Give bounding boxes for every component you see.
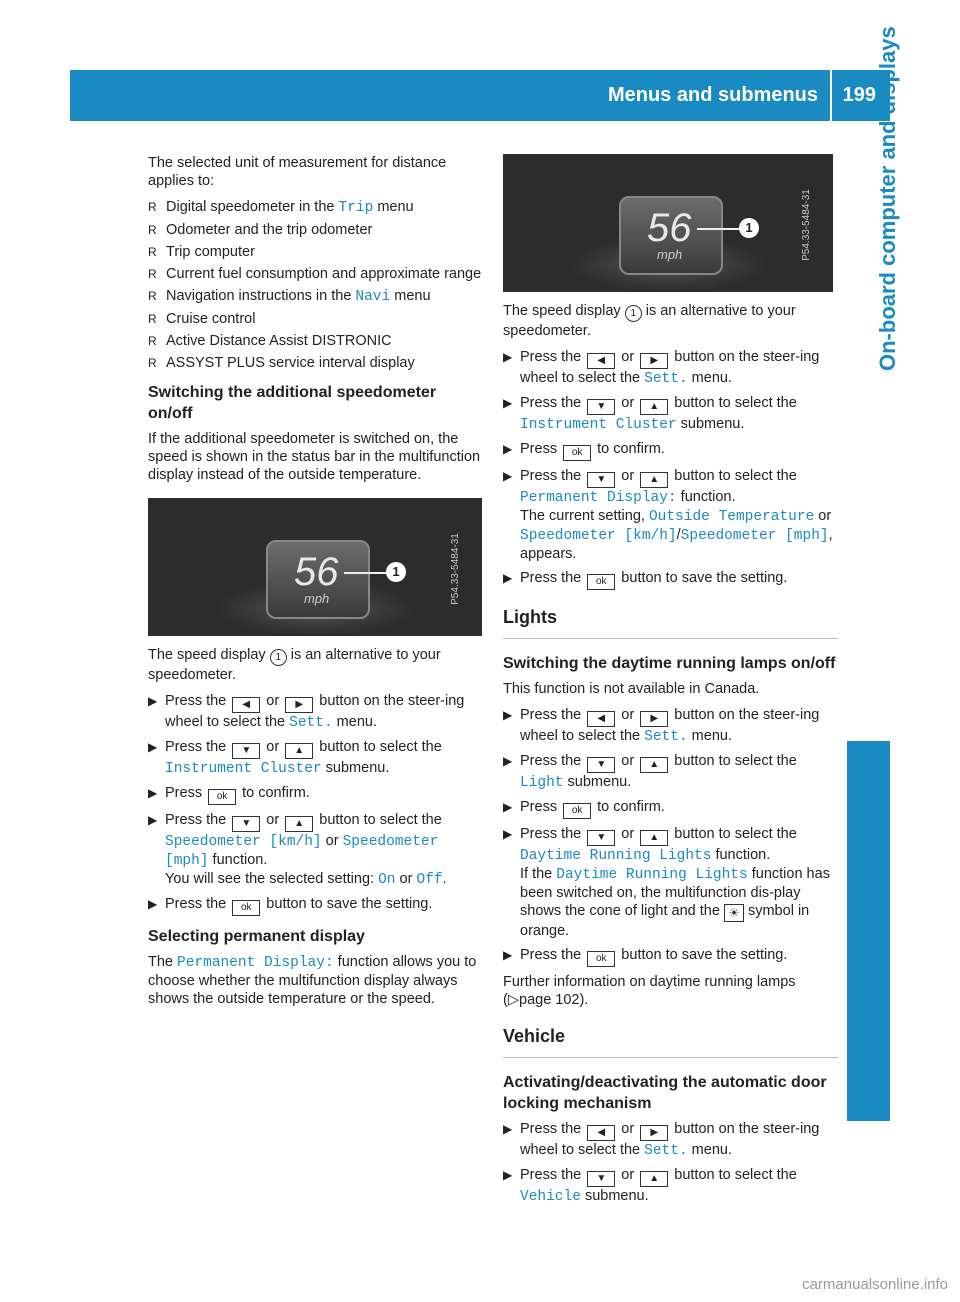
page-ref-link[interactable]: page 102). (519, 992, 589, 1008)
callout-1: 1 (739, 218, 759, 238)
speedometer-image-2 (503, 154, 833, 292)
section-heading-speedometer: Switching the additional speedometer on/off (148, 384, 437, 422)
step: ▶ Press the ▼ or ▲ button to select the Daytime Running Lights function. If the Daytime Running Lights function has been switched on, the multifunction dis-play shows the cone of light and the ☀ symbol in orange. (503, 826, 830, 939)
down-button-icon: ▼ (232, 743, 260, 759)
down-button-icon: ▼ (232, 816, 260, 832)
left-column (148, 154, 483, 1016)
step: ▶ Press the ◀ or ▶ button on the steer-ing wheel to select the Sett. menu. (503, 707, 820, 745)
right-column (503, 154, 838, 1212)
list-item: R Cruise control (148, 311, 256, 327)
right-button-icon: ▶ (640, 1125, 668, 1141)
bullet-icon: R (148, 200, 157, 214)
page-header (70, 70, 890, 121)
down-button-icon: ▼ (587, 1171, 615, 1187)
speed-display-caption: The speed display 1 is an alternative to your speedometer. (503, 303, 796, 339)
up-button-icon: ▲ (640, 1171, 668, 1187)
right-button-icon: ▶ (640, 353, 668, 369)
ok-button-icon: ok (563, 445, 591, 461)
step-arrow-icon: ▶ (148, 694, 158, 708)
step-arrow-icon: ▶ (503, 442, 513, 456)
step: ▶ Press ok to confirm. (148, 784, 483, 805)
image-code: P54.33-5484-31 (801, 189, 813, 261)
list-item: R Navigation instructions in the Navi menu (148, 288, 431, 305)
image-code: P54.33-5484-31 (450, 533, 462, 605)
step-arrow-icon: ▶ (503, 948, 513, 962)
step-arrow-icon: ▶ (503, 754, 513, 768)
units-intro: The selected unit of measurement for distance applies to: (148, 155, 447, 189)
speed-value: 56 (647, 206, 692, 250)
step: ▶ Press the ▼ or ▲ button to select the Instrument Cluster submenu. (503, 395, 797, 433)
ok-button-icon: ok (587, 574, 615, 590)
list-item: R Active Distance Assist DISTRONIC (148, 333, 392, 349)
step: ▶ Press the ▼ or ▲ button to select the Vehicle submenu. (503, 1167, 797, 1205)
step-arrow-icon: ▶ (503, 1168, 513, 1182)
speed-unit: mph (657, 247, 683, 262)
up-button-icon: ▲ (285, 816, 313, 832)
step: ▶ Press the ok button to save the setting. (503, 569, 838, 590)
speed-display-caption: The speed display 1 is an alternative to your speedometer. (148, 647, 441, 683)
page-ref-icon: ▷ (507, 992, 519, 1008)
bullet-icon: R (148, 356, 157, 370)
step: ▶ Press ok to confirm. (503, 440, 838, 461)
list-item: R Current fuel consumption and approximate range (148, 266, 482, 282)
speedometer-image (148, 498, 482, 636)
drl-intro: This function is not available in Canada. (503, 681, 760, 697)
bullet-icon: R (148, 334, 157, 348)
section-heading-door-locking: Activating/deactivating the automatic door locking mechanism (503, 1074, 827, 1112)
step-arrow-icon: ▶ (148, 897, 158, 911)
section-heading-lights: Lights (503, 608, 838, 639)
callout-1-icon: 1 (270, 649, 287, 666)
step-arrow-icon: ▶ (503, 571, 513, 585)
section-heading-drl: Switching the daytime running lamps on/off (503, 655, 836, 672)
permanent-display-text: The Permanent Display: function allows you to choose whether the multifunction display always shows the outside temperature or the speed. (148, 954, 477, 1007)
up-button-icon: ▲ (640, 399, 668, 415)
down-button-icon: ▼ (587, 472, 615, 488)
down-button-icon: ▼ (587, 399, 615, 415)
ok-button-icon: ok (208, 789, 236, 805)
up-button-icon: ▲ (640, 830, 668, 846)
step: ▶ Press the ▼ or ▲ button to select the Permanent Display: function. The current setting, Outside Temperature or Speedometer [km/h]/Speedometer [mph], appears. (503, 468, 833, 562)
step-arrow-icon: ▶ (503, 1122, 513, 1136)
step-arrow-icon: ▶ (503, 396, 513, 410)
bullet-icon: R (148, 312, 157, 326)
up-button-icon: ▲ (640, 472, 668, 488)
list-item: R ASSYST PLUS service interval display (148, 355, 415, 371)
speedometer-intro: If the additional speedometer is switched on, the speed is shown in the status bar in the multifunction display instead of the outside temperature. (148, 431, 481, 483)
step-arrow-icon: ▶ (503, 469, 513, 483)
step: ▶ Press the ▼ or ▲ button to select the Instrument Cluster submenu. (148, 739, 442, 777)
left-button-icon: ◀ (587, 353, 615, 369)
watermark: carmanualsonline.info (802, 1276, 948, 1293)
step: ▶ Press the ◀ or ▶ button on the steer-ing wheel to select the Sett. menu. (148, 693, 465, 731)
step-arrow-icon: ▶ (148, 813, 158, 827)
ok-button-icon: ok (232, 900, 260, 916)
step-arrow-icon: ▶ (148, 786, 158, 800)
down-button-icon: ▼ (587, 830, 615, 846)
callout-1-icon: 1 (625, 305, 642, 322)
step: ▶ Press the ok button to save the setting. (148, 895, 483, 916)
step: ▶ Press the ▼ or ▲ button to select the Speedometer [km/h] or Speedometer [mph] function. You will see the selected setting: On or Off. (148, 812, 447, 888)
section-heading-permanent: Selecting permanent display (148, 928, 365, 945)
up-button-icon: ▲ (640, 757, 668, 773)
step-arrow-icon: ▶ (503, 827, 513, 841)
bullet-icon: R (148, 245, 157, 259)
step-arrow-icon: ▶ (503, 708, 513, 722)
drl-further-info: Further information on daytime running lamps (▷page 102). (503, 974, 796, 1008)
bullet-icon: R (148, 267, 157, 281)
step-arrow-icon: ▶ (148, 740, 158, 754)
up-button-icon: ▲ (285, 743, 313, 759)
list-item: R Digital speedometer in the Trip menu (148, 199, 414, 216)
speed-unit: mph (304, 591, 330, 606)
page-number: 199 (842, 84, 876, 106)
step: ▶ Press the ◀ or ▶ button on the steer-ing wheel to select the Sett. menu. (503, 349, 820, 387)
header-divider (830, 70, 832, 121)
step-arrow-icon: ▶ (503, 800, 513, 814)
left-button-icon: ◀ (587, 711, 615, 727)
page-title: Menus and submenus (607, 84, 818, 106)
chapter-label: On-board computer and displays (875, 26, 900, 371)
section-heading-vehicle: Vehicle (503, 1027, 838, 1058)
step: ▶ Press the ▼ or ▲ button to select the Light submenu. (503, 753, 797, 791)
step: ▶ Press the ok button to save the setting. (503, 946, 838, 967)
speed-value: 56 (294, 550, 339, 594)
chapter-tab-block (847, 741, 890, 1121)
step-arrow-icon: ▶ (503, 350, 513, 364)
bullet-icon: R (148, 223, 157, 237)
down-button-icon: ▼ (587, 757, 615, 773)
step: ▶ Press ok to confirm. (503, 798, 838, 819)
bullet-icon: R (148, 289, 157, 303)
list-item: R Trip computer (148, 244, 255, 260)
step: ▶ Press the ◀ or ▶ button on the steer-ing wheel to select the Sett. menu. (503, 1121, 820, 1159)
light-icon: ☀ (724, 904, 744, 922)
callout-1: 1 (386, 562, 406, 582)
left-button-icon: ◀ (232, 697, 260, 713)
left-button-icon: ◀ (587, 1125, 615, 1141)
right-button-icon: ▶ (640, 711, 668, 727)
ok-button-icon: ok (563, 803, 591, 819)
ok-button-icon: ok (587, 951, 615, 967)
list-item: R Odometer and the trip odometer (148, 222, 373, 238)
units-list (148, 198, 483, 372)
right-button-icon: ▶ (285, 697, 313, 713)
